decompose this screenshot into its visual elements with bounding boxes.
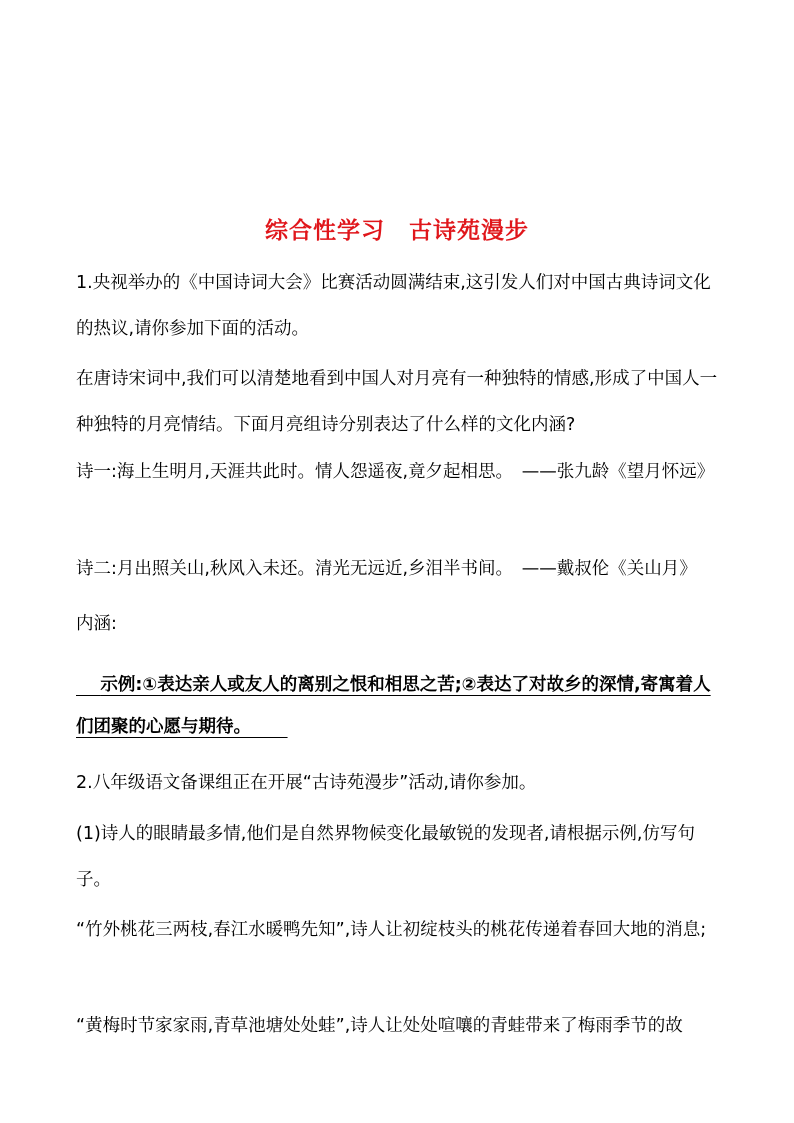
poem-2: 诗二:月出照关山,秋风入未还。清光无远近,乡泪半书间。 ——戴叔伦《关山月》 [76,559,697,579]
question-2-sub-1: (1)诗人的眼睛最多情,他们是自然界物候变化最敏锐的发现者,请根据示例,仿写句子。 [76,824,695,890]
page-title [0,212,794,245]
question-2-stem: 2.八年级语文备课组正在开展“古诗苑漫步”活动,请你参加。 [76,773,537,793]
question-1-intro: 在唐诗宋词中,我们可以清楚地看到中国人对月亮有一种独特的情感,形成了中国人一种独特的月亮情结。下面月亮组诗分别表达了什么样的文化内涵? [76,369,718,435]
poem-1: 诗一:海上生明月,天涯共此时。情人怨遥夜,竟夕起相思。 ——张九龄《望月怀远》 [76,462,715,482]
answer-content: 示例:①表达亲人或友人的离别之恨和相思之苦;②表达了对故乡的深情,寄寓着人们团聚的心愿与期待。 [76,675,711,737]
example-sentence-1: “竹外桃花三两枝,春江水暖鸭先知”,诗人让初绽枝头的桃花传递着春回大地的消息; [76,920,707,940]
answer-text [76,664,726,748]
meaning-label: 内涵: [76,614,117,634]
title-part-2: 古诗苑漫步 [409,218,529,244]
example-sentence-2: “黄梅时节家家雨,青草池塘处处蛙”,诗人让处处喧嚷的青蛙带来了梅雨季节的故 [76,1016,683,1036]
title-part-1: 综合性学习 [265,218,385,244]
question-1-stem: 1.央视举办的《中国诗词大会》比赛活动圆满结束,这引发人们对中国古典诗词文化的热议,请你参加下面的活动。 [76,273,711,339]
